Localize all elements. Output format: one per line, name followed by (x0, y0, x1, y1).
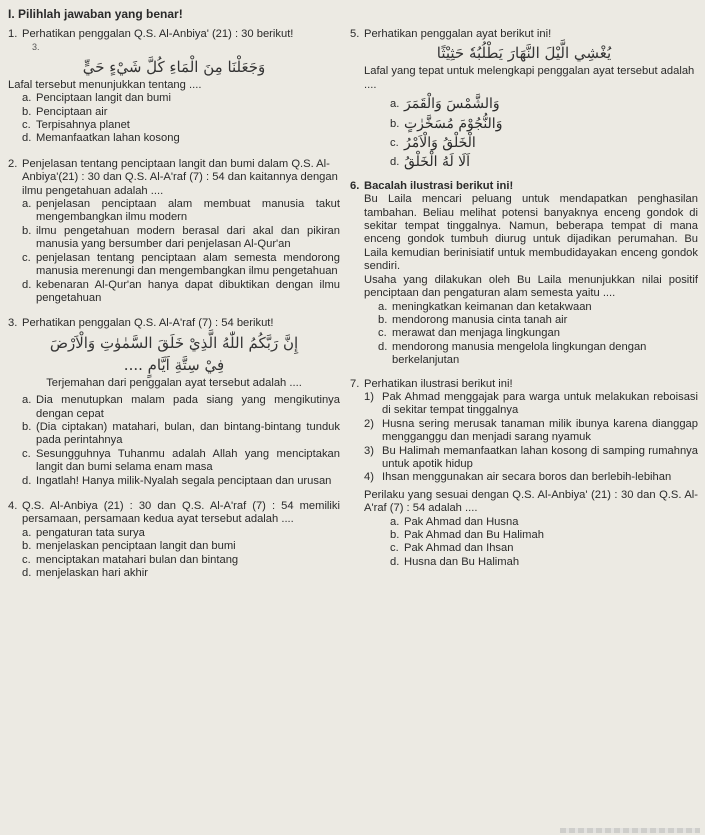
option-list (8, 394, 340, 488)
option-b[interactable]: b. ilmu pengetahuan modern berasal dari akal dan pikiran manusia yang bersumber dari penjelasan Al-Qur'an (22, 224, 340, 251)
option-d[interactable]: d. اَلَا لَهُ الْخَلْقُ (390, 154, 471, 171)
arabic-verse-line-1: إِنَّ رَبَّكُمُ اللّٰهُ الَّذِيْ خَلَقَ السَّمٰوٰتِ وَالْاَرْضَ (49, 333, 299, 352)
question-prompt: Lafal tersebut menunjukkan tentang .... (8, 78, 202, 91)
option-d[interactable]: d. Husna dan Bu Halimah (390, 555, 520, 568)
question-number: 6. (350, 179, 360, 192)
right-column (350, 28, 698, 577)
question-text: Perhatikan penggalan ayat berikut ini! (364, 28, 552, 40)
option-b[interactable]: b. menjelaskan penciptaan langit dan bumi (22, 540, 236, 553)
option-b[interactable]: b. Penciptaan air (22, 105, 108, 118)
option-c[interactable]: c. الْخَلْقُ وَالْاَمْرُ (390, 135, 476, 152)
option-a[interactable]: a. pengaturan tata surya (22, 526, 145, 539)
question-number: 7. (350, 377, 360, 390)
option-list (8, 92, 340, 146)
option-d[interactable]: d. menjelaskan hari akhir (22, 567, 148, 579)
question-title: Perhatikan ilustrasi berikut ini! (364, 377, 513, 390)
question-7 (350, 378, 698, 570)
option-c[interactable]: c. penjelasan tentang penciptaan alam semesta mendorong manusia merenungi dan mengembangkan ilmu pengetahuan (22, 251, 340, 278)
illustration-item: 2) Husna sering merusak tanaman milik ibunya karena dianggap mengganggu dan menjadi sarang nyamuk (364, 417, 698, 444)
illustration-item: 4) Ihsan menggunakan air secara boros dan berlebih-lebihan (364, 471, 672, 484)
arabic-verse-line-2: فِيْ سِتَّةِ اَيَّامٍ .... (123, 355, 225, 374)
arabic-verse: وَجَعَلْنَا مِنَ الْمَاءِ كُلَّ شَيْءٍ حَيٍّ (82, 57, 266, 76)
question-prompt: Lafal yang tepat untuk melengkapi penggalan ayat tersebut adalah .... (364, 65, 695, 91)
option-b[interactable]: b. mendorong manusia cinta tanah air (378, 313, 568, 326)
question-6 (350, 180, 698, 368)
option-d[interactable]: d. Ingatlah! Hanya milik-Nyalah segala penciptaan dan urusan (22, 474, 332, 487)
option-d[interactable]: d. mendorong manusia mengelola lingkungan dengan berkelanjutan (378, 340, 647, 367)
option-a[interactable]: a. Dia menutupkan malam pada siang yang mengikutinya dengan cepat (22, 394, 340, 420)
option-a[interactable]: a. penjelasan penciptaan alam membuat manusia takut mengembangkan ilmu modern (22, 198, 340, 224)
question-number: 1. (8, 28, 18, 40)
option-b[interactable]: b. (Dia ciptakan) matahari, bulan, dan bintang-bintang tunduk pada perintahnya (22, 420, 340, 447)
question-3 (8, 317, 340, 488)
option-list (350, 301, 698, 368)
question-number: 2. (8, 157, 18, 170)
question-2 (8, 158, 340, 305)
page-edge-mark (560, 828, 700, 833)
question-4 (8, 500, 340, 580)
illustration-text: Bu Laila mencari peluang untuk mendapatkan penghasilan tambahan. Beliau melihat potensi banyaknya enceng gondok di sekitar tempat tinggalnya. Namun, beberapa tempat di mana enceng gondok tumbuh diurug untuk dijadikan perumahan. Bu Laila kemudian berinisiatif untuk membudidayakan enceng gondok sendiri. (364, 193, 698, 273)
option-list (350, 98, 698, 170)
question-5 (350, 28, 698, 170)
question-number: 5. (350, 28, 360, 40)
question-number: 3. (8, 317, 18, 330)
question-text: Penjelasan tentang penciptaan langit dan bumi dalam Q.S. Al-Anbiya'(21) : 30 dan Q.S. Al-A'raf (7) : 54 dan kaitannya dengan ilmu pengetahuan adalah .... (22, 157, 338, 197)
section-heading: I. Pilihlah jawaban yang benar! (8, 7, 183, 21)
question-text: Perhatikan penggalan Q.S. Al-Anbiya' (21) : 30 berikut! (22, 28, 294, 40)
arabic-verse: يُغْشِي الَّيْلَ النَّهَارَ يَطْلُبُهٗ حَثِيْثًا (436, 44, 612, 63)
option-d[interactable]: d. kebenaran Al-Qur'an hanya dapat dibuktikan dengan ilmu pengetahuan (22, 278, 340, 304)
question-title: Bacalah ilustrasi berikut ini! (364, 179, 514, 192)
option-a[interactable]: a. meningkatkan keimanan dan ketakwaan (378, 300, 592, 313)
option-d[interactable]: d. Memanfaatkan lahan kosong (22, 132, 180, 145)
option-list (8, 527, 340, 581)
left-column (8, 28, 340, 588)
illustration-item: 1) Pak Ahmad menggajak para warga untuk melakukan reboisasi di sekitar tempat tinggalnya (364, 390, 698, 417)
question-1 (8, 28, 340, 146)
question-mark: 3. (32, 42, 40, 53)
option-b[interactable]: b. Pak Ahmad dan Bu Halimah (390, 529, 544, 541)
illustration-item: 3) Bu Halimah memanfaatkan lahan kosong di samping rumahnya untuk apotik hidup (364, 444, 698, 470)
option-c[interactable]: c. Terpisahnya planet (22, 119, 130, 132)
option-b[interactable]: b. وَالنُّجُوْمَ مُسَخَّرٰتٍ (390, 115, 503, 132)
question-number: 4. (8, 499, 18, 512)
option-c[interactable]: c. merawat dan menjaga lingkungan (378, 327, 560, 340)
option-a[interactable]: a. Pak Ahmad dan Husna (390, 515, 519, 528)
question-text: Perhatikan penggalan Q.S. Al-A'raf (7) : 54 berikut! (22, 317, 274, 330)
option-c[interactable]: c. Sesungguhnya Tuhanmu adalah Allah yang menciptakan langit dan bumi selama enam masa (22, 447, 340, 474)
option-c[interactable]: c. Pak Ahmad dan Ihsan (390, 542, 514, 555)
question-prompt: Terjemahan dari penggalan ayat tersebut adalah .... (46, 376, 302, 389)
question-prompt: Usaha yang dilakukan oleh Bu Laila menunjukkan nilai positif penciptaan dan pengaturan alam semesta yaitu .... (364, 273, 698, 300)
illustration-list (350, 391, 698, 485)
option-c[interactable]: c. menciptakan matahari bulan dan bintang (22, 553, 239, 566)
option-a[interactable]: a. وَالشَّمْسَ وَالْقَمَرَ (390, 96, 500, 113)
option-a[interactable]: a. Penciptaan langit dan bumi (22, 92, 171, 105)
option-list (8, 198, 340, 305)
question-prompt: Perilaku yang sesuai dengan Q.S. Al-Anbiya' (21) : 30 dan Q.S. Al-A'raf (7) : 54 adalah .... (364, 488, 698, 515)
question-text: Q.S. Al-Anbiya (21) : 30 dan Q.S. Al-A'raf (7) : 54 memiliki persamaan, persamaan kedua ayat tersebut adalah .... (22, 499, 340, 526)
option-list (350, 516, 698, 570)
